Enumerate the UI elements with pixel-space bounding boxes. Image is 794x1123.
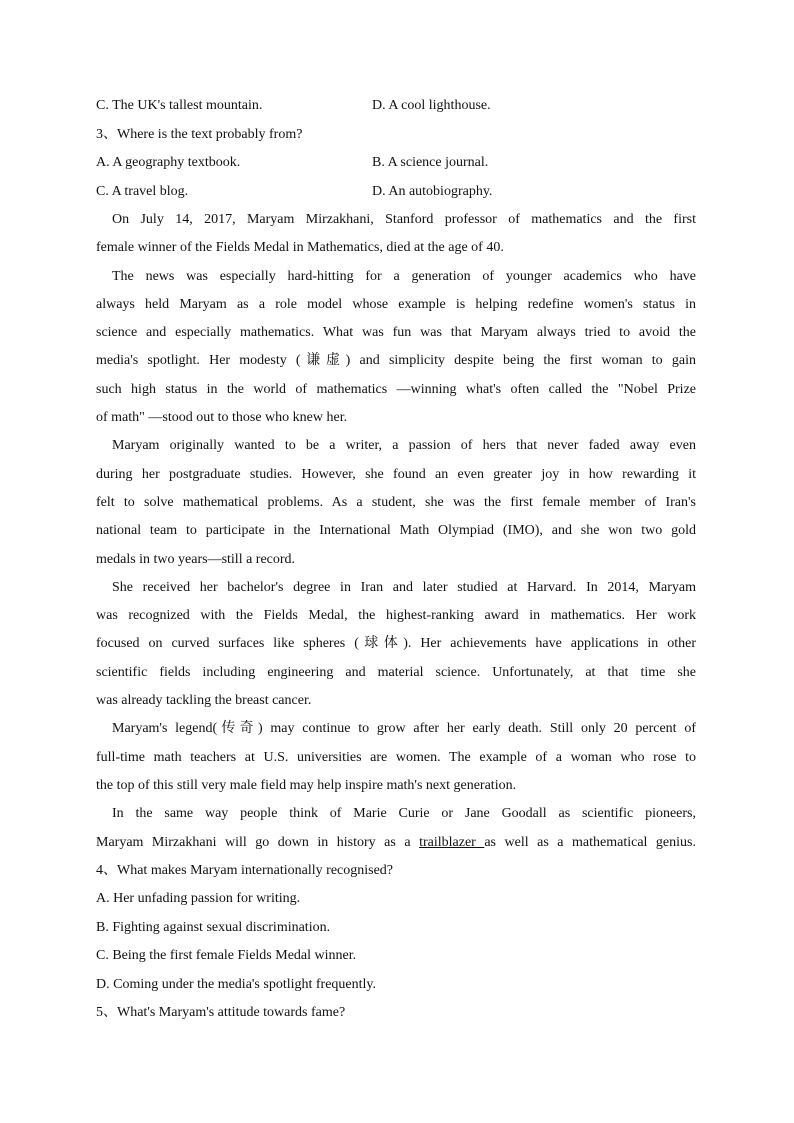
exam-page — [96, 92, 696, 1028]
passage-line: such high status in the world of mathematics —winning what's often called the "Nobel Prize — [96, 381, 696, 397]
passage-paragraph-2 — [96, 263, 696, 433]
q4-question: 4、What makes Maryam internationally recognised? — [96, 862, 394, 878]
passage-line: Maryam's legend(传奇) may continue to grow after her early death. Still only 20 percent of — [112, 721, 696, 737]
passage-line: female winner of the Fields Medal in Mathematics, died at the age of 40. — [96, 240, 504, 256]
passage-line: the top of this still very male field may help inspire math's next generation. — [96, 777, 517, 793]
q4-option-d[interactable]: D. Coming under the media's spotlight frequently. — [96, 976, 377, 992]
passage-line: science and especially mathematics. What was fun was that Maryam always tried to avoid the — [96, 325, 696, 341]
passage-paragraph-6 — [96, 800, 696, 857]
passage-line: scientific fields including engineering and material science. Unfortunately, at that time she — [96, 664, 696, 680]
passage-line: during her postgraduate studies. However, she found an even greater joy in how rewarding it — [96, 466, 696, 482]
passage-line: felt to solve mathematical problems. As a student, she was the first female member of Iran's — [96, 494, 696, 510]
passage-line: She received her bachelor's degree in Iran and later studied at Harvard. In 2014, Maryam — [112, 579, 696, 595]
passage-line: media's spotlight. Her modesty (谦虚) and simplicity despite being the first woman to gain — [96, 353, 696, 369]
passage-paragraph-3 — [96, 432, 696, 573]
passage-paragraph-5 — [96, 715, 696, 800]
q3-option-d[interactable]: D. An autobiography. — [372, 183, 493, 199]
q4-option-b[interactable]: B. Fighting against sexual discrimination. — [96, 919, 331, 935]
passage-paragraph-1 — [96, 206, 696, 263]
passage-line: medals in two years—still a record. — [96, 551, 296, 567]
passage-text: as well as a mathematical genius. — [484, 834, 696, 850]
passage-line: In the same way people think of Marie Curie or Jane Goodall as scientific pioneers, — [112, 806, 696, 822]
q3-options-row-cd — [96, 178, 696, 207]
q5-question: 5、What's Maryam's attitude towards fame? — [96, 1005, 346, 1021]
q3-option-c[interactable]: C. A travel blog. — [96, 183, 189, 199]
q3-options-row-ab — [96, 149, 696, 178]
q3-option-a[interactable]: A. A geography textbook. — [96, 155, 241, 170]
passage-line: national team to participate in the International Math Olympiad (IMO), and she won two gold — [96, 523, 696, 539]
passage-line: The news was especially hard-hitting for a generation of younger academics who have — [112, 268, 696, 284]
passage-line: On July 14, 2017, Maryam Mirzakhani, Stanford professor of mathematics and the first — [112, 212, 696, 227]
passage-line: was already tackling the breast cancer. — [96, 693, 312, 709]
passage-line: full-time math teachers at U.S. universities are women. The example of a woman who rose to — [96, 749, 696, 765]
q4-option-a[interactable]: A. Her unfading passion for writing. — [96, 891, 301, 907]
passage-line: was recognized with the Fields Medal, the highest-ranking award in mathematics. Her work — [96, 608, 696, 624]
passage-line: of math" —stood out to those who knew her. — [96, 410, 348, 426]
q2-options-row-cd — [96, 92, 696, 121]
passage-paragraph-4 — [96, 574, 696, 715]
passage-line: always held Maryam as a role model whose example is helping redefine women's status in — [96, 296, 696, 312]
passage-line — [96, 829, 696, 857]
q3-question: 3、Where is the text probably from? — [96, 126, 303, 142]
passage-text: Maryam Mirzakhani will go down in history as a — [96, 834, 420, 850]
passage-line: focused on curved surfaces like spheres (球体). Her achievements have applications in other — [96, 636, 696, 652]
q2-option-c[interactable]: C. The UK's tallest mountain. — [96, 98, 263, 113]
passage-line: Maryam originally wanted to be a writer, a passion of hers that never faded away even — [112, 438, 696, 454]
q2-option-d[interactable]: D. A cool lighthouse. — [372, 98, 491, 113]
q3-option-b[interactable]: B. A science journal. — [372, 155, 489, 170]
trailblazer-underlined-word: trailblazer — [419, 834, 485, 850]
q4-option-c[interactable]: C. Being the first female Fields Medal winner. — [96, 948, 357, 964]
